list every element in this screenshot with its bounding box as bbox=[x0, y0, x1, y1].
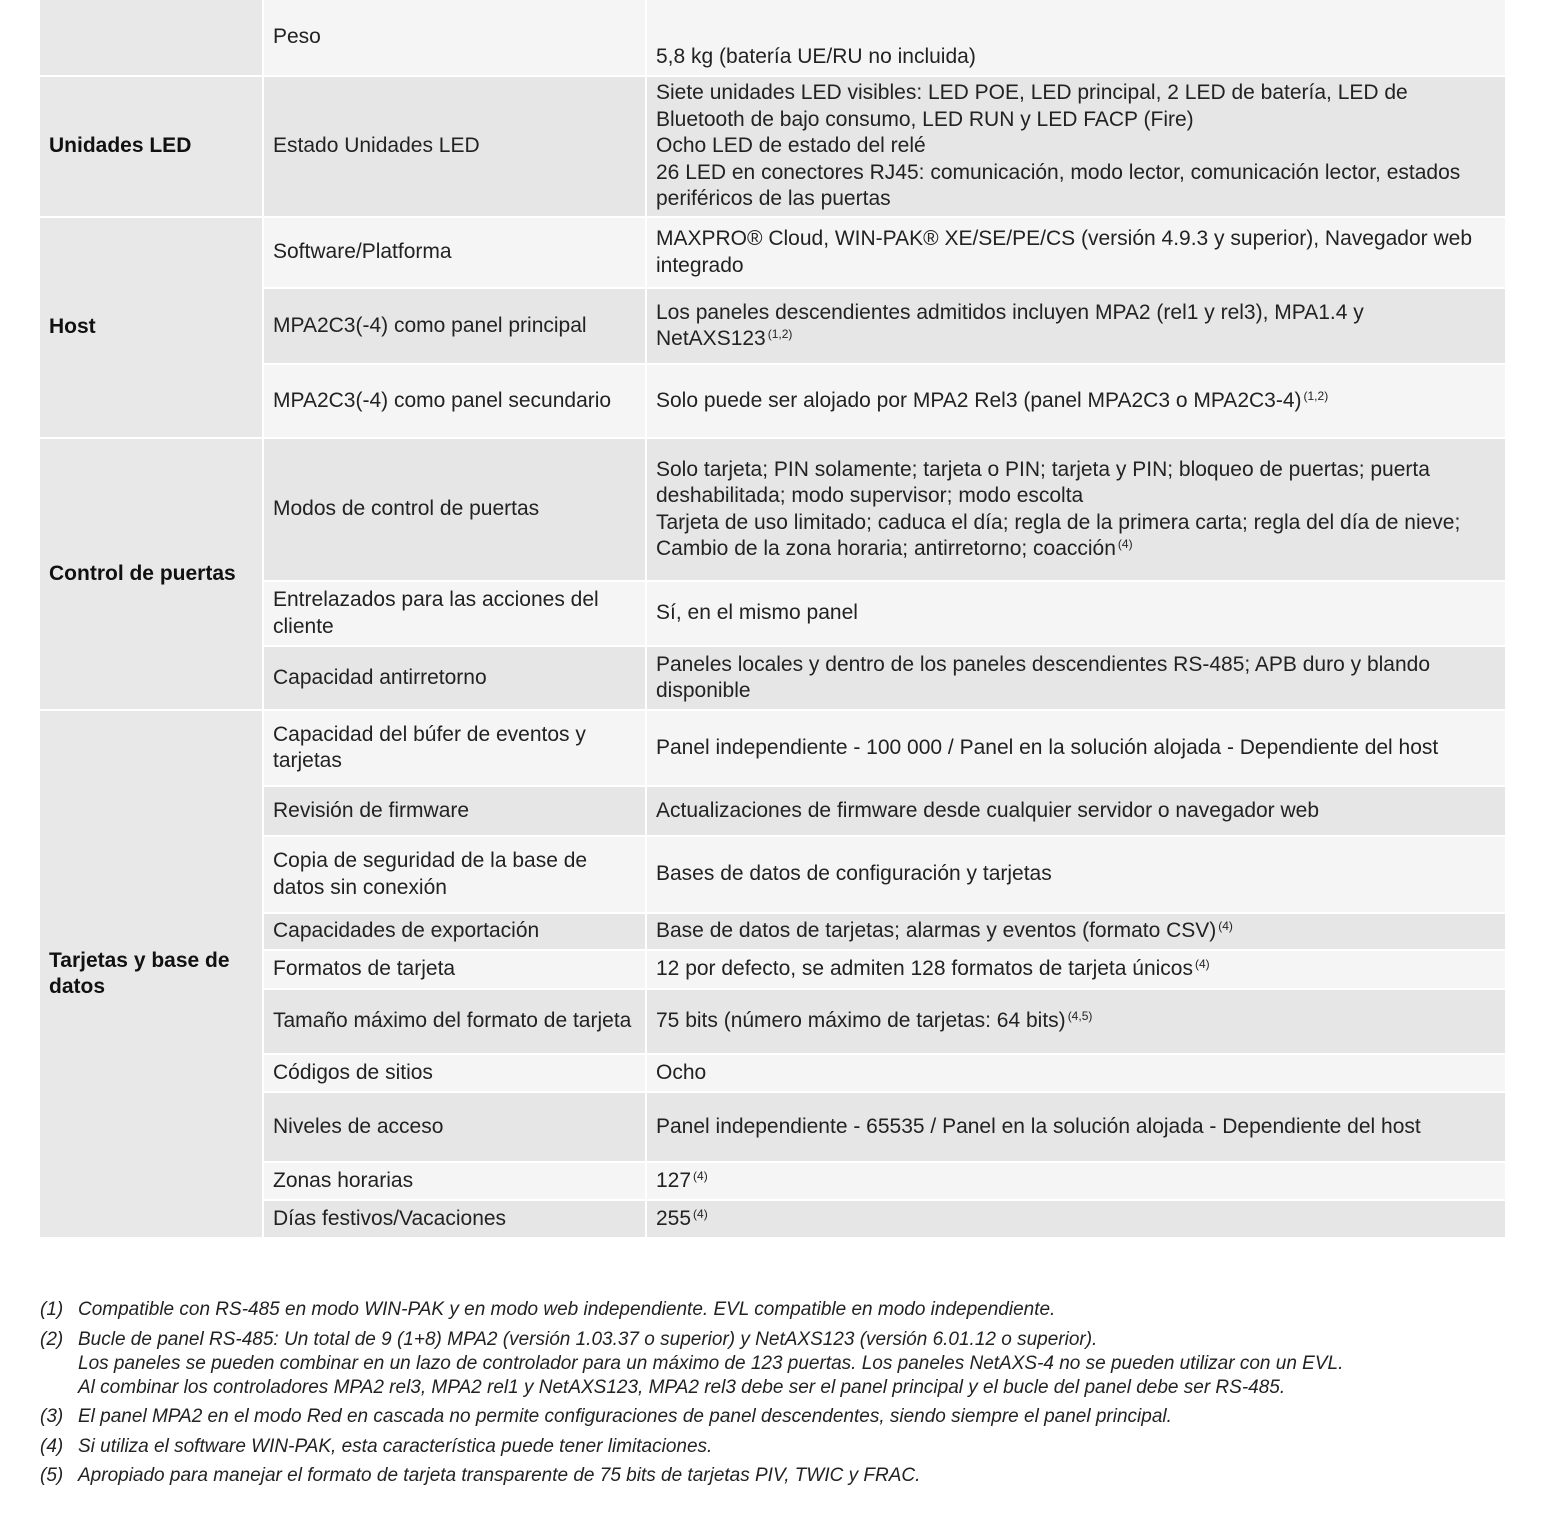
field-value: 127 $^{(4)}$ bbox=[647, 1163, 1505, 1199]
field-label: Copia de seguridad de la base de datos sin conexión bbox=[264, 837, 645, 912]
field-label: Códigos de sitios bbox=[264, 1055, 645, 1091]
field-label: Tamaño máximo del formato de tarjeta bbox=[264, 990, 645, 1053]
field-value: Solo tarjeta; PIN solamente; tarjeta o PIN; tarjeta y PIN; bloqueo de puertas; puerta deshabilitada; modo supervisor; modo escolta Tarjeta de uso limitado; caduca el día; regla de la primera carta; regla del día de nieve; Cambio de la zona horaria; antirretorno; coacción $^{(4)}$ bbox=[647, 439, 1505, 580]
field-label: Revisión de firmware bbox=[264, 787, 645, 835]
field-label: Días festivos/Vacaciones bbox=[264, 1201, 645, 1237]
field-label: MPA2C3(-4) como panel principal bbox=[264, 289, 645, 363]
footnote bbox=[40, 1405, 1506, 1429]
spec-group-host bbox=[40, 216, 1506, 437]
footnote-number: (3) bbox=[40, 1406, 64, 1427]
footnote-number: (2) bbox=[40, 1328, 64, 1350]
field-value: Actualizaciones de firmware desde cualquier servidor o navegador web bbox=[647, 787, 1505, 835]
field-value: Siete unidades LED visibles: LED POE, LED principal, 2 LED de batería, LED de Bluetooth de bajo consumo, LED RUN y LED FACP (Fire) Ocho LED de estado del relé 26 LED en conectores RJ45: comunicación, modo lector, comunicación lector, estados periféricos de las puertas bbox=[647, 77, 1505, 216]
footnote bbox=[40, 1435, 1506, 1459]
footnote-text: Apropiado para manejar el formato de tarjeta transparente de 75 bits de tarjetas PIV, TWIC y FRAC. bbox=[78, 1465, 921, 1486]
field-label: MPA2C3(-4) como panel secundario bbox=[264, 365, 645, 437]
field-label: Capacidad del búfer de eventos y tarjetas bbox=[264, 711, 645, 785]
field-value: Sí, en el mismo panel bbox=[647, 582, 1505, 645]
field-value: 75 bits (número máximo de tarjetas: 64 bits) $^{(4,5)}$ bbox=[647, 990, 1505, 1053]
footnote bbox=[40, 1328, 1506, 1400]
field-value: Ocho bbox=[647, 1055, 1505, 1091]
field-label: Capacidad antirretorno bbox=[264, 647, 645, 709]
category-cell: Control de puertas bbox=[40, 439, 262, 709]
spec-group-cards-database bbox=[40, 709, 1506, 1237]
category-cell: Host bbox=[40, 218, 262, 437]
footnote bbox=[40, 1298, 1506, 1322]
footnote-text: Si utiliza el software WIN-PAK, esta característica puede tener limitaciones. bbox=[78, 1435, 713, 1457]
category-cell-empty bbox=[40, 0, 262, 75]
category-cell: Tarjetas y base de datos bbox=[40, 711, 262, 1237]
field-label: Estado Unidades LED bbox=[264, 77, 645, 216]
footnote-text: Compatible con RS-485 en modo WIN-PAK y en modo web independiente. EVL compatible en modo independiente. bbox=[78, 1299, 1056, 1320]
field-label: Niveles de acceso bbox=[264, 1093, 645, 1161]
field-value: Bases de datos de configuración y tarjetas bbox=[647, 837, 1505, 912]
spec-group-led bbox=[40, 75, 1506, 216]
field-label: Capacidades de exportación bbox=[264, 914, 645, 949]
field-value: Panel independiente - 100 000 / Panel en la solución alojada - Dependiente del host bbox=[647, 711, 1505, 785]
field-value: Paneles locales y dentro de los paneles descendientes RS-485; APB duro y blando disponible bbox=[647, 647, 1505, 709]
footnote-text: Bucle de panel RS-485: Un total de 9 (1+8) MPA2 (versión 1.03.37 o superior) y NetAXS123 (versión 6.01.12 o superior). Los paneles se pueden combinar en un lazo de controlador para un máximo de 123 puertas. Los paneles NetAXS-4 no se pueden utilizar con un EVL. Al combinar los controladores MPA2 rel3, MPA2 rel1 y NetAXS123, MPA2 rel3 debe ser el panel principal y el bucle del panel debe ser RS-485. bbox=[78, 1328, 1344, 1398]
field-label: Zonas horarias bbox=[264, 1163, 645, 1199]
field-label: Entrelazados para las acciones del cliente bbox=[264, 582, 645, 645]
spec-table bbox=[40, 0, 1506, 1237]
category-cell: Unidades LED bbox=[40, 77, 262, 216]
footnotes bbox=[40, 1298, 1506, 1494]
field-label: Peso bbox=[264, 0, 645, 75]
field-label: Modos de control de puertas bbox=[264, 439, 645, 580]
spec-group-door-control bbox=[40, 437, 1506, 709]
field-value: Los paneles descendientes admitidos incluyen MPA2 (rel1 y rel3), MPA1.4 y NetAXS123 $^{(1,2)}$ bbox=[647, 289, 1505, 363]
footnote-number: (1) bbox=[40, 1299, 64, 1320]
field-label: Formatos de tarjeta bbox=[264, 951, 645, 988]
field-label: Software/Platforma bbox=[264, 218, 645, 287]
field-value: Base de datos de tarjetas; alarmas y eventos (formato CSV) $^{(4)}$ bbox=[647, 914, 1505, 949]
footnote-number: (5) bbox=[40, 1465, 64, 1486]
field-value: MAXPRO® Cloud, WIN-PAK® XE/SE/PE/CS (versión 4.9.3 y superior), Navegador web integrado bbox=[647, 218, 1505, 287]
footnote bbox=[40, 1464, 1506, 1488]
spec-group-weight bbox=[40, 0, 1506, 75]
field-value: 255 $^{(4)}$ bbox=[647, 1201, 1505, 1237]
field-value: 5,8 kg (batería UE/RU no incluida) bbox=[647, 0, 1505, 75]
footnote-text: El panel MPA2 en el modo Red en cascada no permite configuraciones de panel descendentes, siendo siempre el panel principal. bbox=[78, 1406, 1172, 1427]
field-value: 12 por defecto, se admiten 128 formatos de tarjeta únicos $^{(4)}$ bbox=[647, 951, 1505, 988]
field-value: Panel independiente - 65535 / Panel en la solución alojada - Dependiente del host bbox=[647, 1093, 1505, 1161]
footnote-number: (4) bbox=[40, 1435, 64, 1457]
field-value: Solo puede ser alojado por MPA2 Rel3 (panel MPA2C3 o MPA2C3-4) $^{(1,2)}$ bbox=[647, 365, 1505, 437]
